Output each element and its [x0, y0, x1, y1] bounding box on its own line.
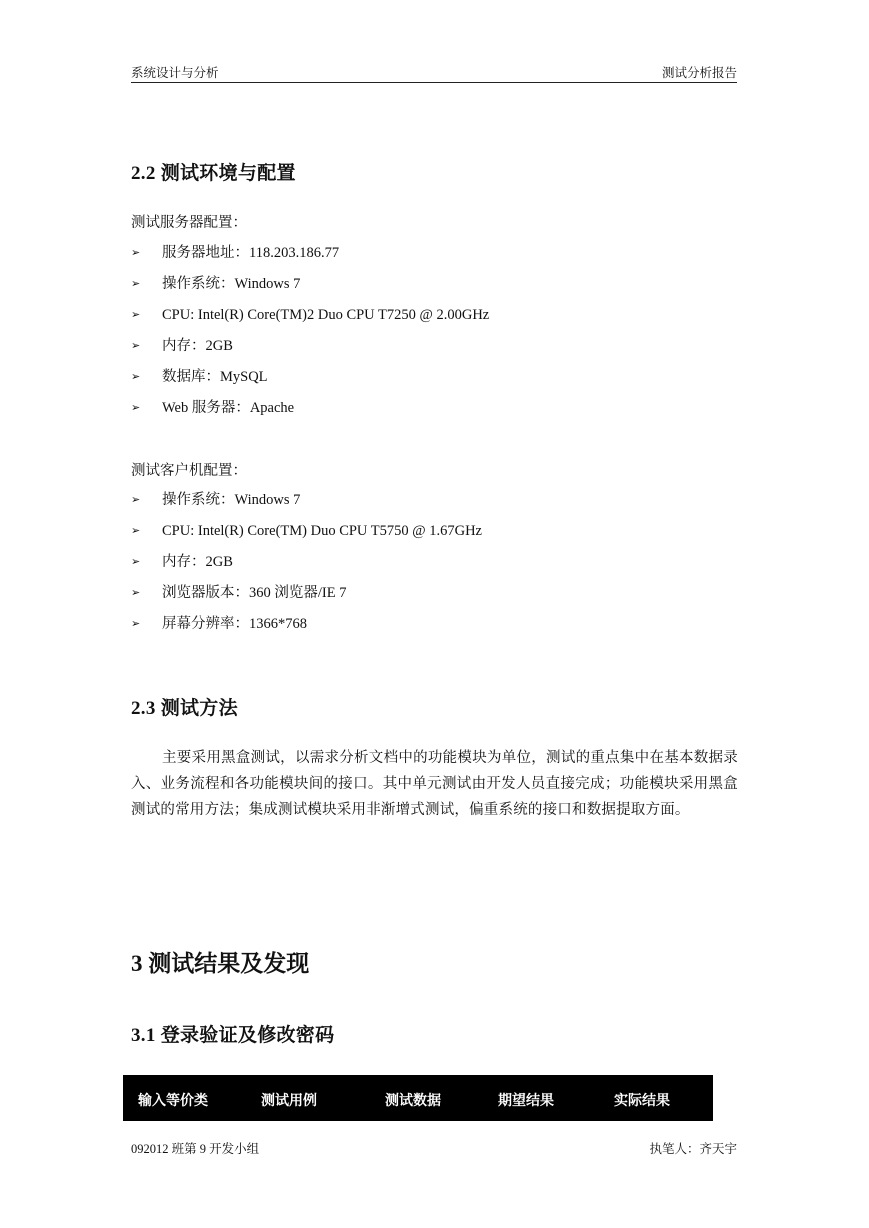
server-item-text: 内存：2GB [162, 338, 233, 354]
arrow-bullet-icon: ➢ [131, 277, 141, 290]
table-header-cell: 测试数据 [385, 1093, 441, 1109]
list-item [131, 490, 482, 521]
list-item [131, 274, 489, 305]
list-item [131, 243, 489, 274]
section-2-3-title: 2.3 测试方法 [131, 698, 238, 719]
page-header [131, 62, 737, 83]
arrow-bullet-icon: ➢ [131, 401, 141, 414]
footer-author: 执笔人：齐天宇 [649, 1142, 737, 1156]
arrow-bullet-icon: ➢ [131, 339, 141, 352]
table-header-cell: 测试用例 [261, 1093, 317, 1109]
arrow-bullet-icon: ➢ [131, 617, 141, 630]
list-item [131, 521, 482, 552]
server-item-text: Web 服务器：Apache [162, 400, 295, 416]
list-item [131, 614, 482, 645]
list-item [131, 552, 482, 583]
client-config-list [131, 490, 482, 645]
arrow-bullet-icon: ➢ [131, 493, 141, 506]
test-table-header-row [123, 1075, 713, 1121]
list-item [131, 398, 489, 429]
list-item [131, 336, 489, 367]
header-course-title: 系统设计与分析 [131, 66, 219, 80]
server-item-text: CPU: Intel(R) Core(TM)2 Duo CPU T7250 @ 2.00GHz [162, 307, 490, 323]
client-item-text: 操作系统：Windows 7 [162, 492, 301, 508]
table-header-cell: 实际结果 [614, 1093, 670, 1109]
client-item-text: CPU: Intel(R) Core(TM) Duo CPU T5750 @ 1.67GHz [162, 523, 482, 539]
section-2-2-title: 2.2 测试环境与配置 [131, 163, 296, 184]
client-config-label: 测试客户机配置： [131, 463, 247, 479]
footer-team: 092012 班第 9 开发小组 [131, 1142, 260, 1156]
arrow-bullet-icon: ➢ [131, 308, 141, 321]
server-item-text: 服务器地址：118.203.186.77 [162, 245, 340, 261]
arrow-bullet-icon: ➢ [131, 524, 141, 537]
client-item-text: 屏幕分辨率：1366*768 [162, 616, 307, 632]
server-item-text: 数据库：MySQL [162, 369, 268, 385]
header-report-title: 测试分析报告 [661, 66, 737, 80]
server-item-text: 操作系统：Windows 7 [162, 276, 301, 292]
arrow-bullet-icon: ➢ [131, 246, 141, 259]
table-header-cell: 期望结果 [498, 1093, 554, 1109]
list-item [131, 305, 489, 336]
test-method-paragraph: 主要采用黑盒测试，以需求分析文档中的功能模块为单位，测试的重点集中在基本数据录入、业务流程和各功能模块间的接口。其中单元测试由开发人员直接完成；功能模块采用黑盒测试的常用方法；集成测试模块采用非渐增式测试，偏重系统的接口和数据提取方面。 [131, 750, 738, 818]
list-item [131, 583, 482, 614]
client-item-text: 浏览器版本：360 浏览器/IE 7 [162, 585, 347, 601]
server-config-list [131, 243, 489, 429]
table-header-cell: 输入等价类 [138, 1093, 208, 1109]
arrow-bullet-icon: ➢ [131, 555, 141, 568]
section-3-title: 3 测试结果及发现 [131, 951, 310, 976]
arrow-bullet-icon: ➢ [131, 370, 141, 383]
arrow-bullet-icon: ➢ [131, 586, 141, 599]
section-3-1-title: 3.1 登录验证及修改密码 [131, 1025, 335, 1046]
list-item [131, 367, 489, 398]
server-config-label: 测试服务器配置： [131, 215, 247, 231]
client-item-text: 内存：2GB [162, 554, 233, 570]
